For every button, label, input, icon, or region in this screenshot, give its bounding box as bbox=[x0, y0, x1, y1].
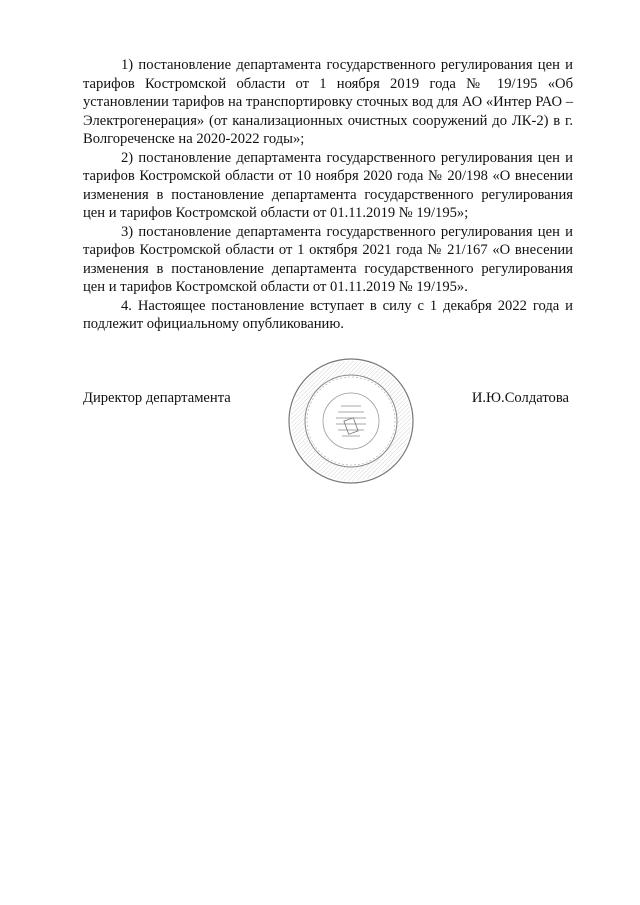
signer-position: Директор департамента bbox=[83, 390, 231, 406]
paragraph-item-1: 1) постановление департамента государственного регулирования цен и тарифов Костромской области от 1 ноября 2019 года № 19/195 «Об установлении тарифов на транспортировку сточных вод для АО «Интер РАО – Электрогенерация» (от канализационных очистных сооружений до ЛК-2) в г. Волгореченске на 2020-2022 годы»; bbox=[83, 57, 573, 147]
official-seal-icon bbox=[286, 356, 416, 486]
document-body bbox=[83, 56, 573, 334]
paragraph-item-4: 4. Настоящее постановление вступает в силу с 1 декабря 2022 года и подлежит официальному опубликованию. bbox=[83, 297, 573, 332]
signer-name: И.Ю.Солдатова bbox=[471, 390, 569, 406]
paragraph-item-3: 3) постановление департамента государственного регулирования цен и тарифов Костромской области от 1 октября 2021 года № 21/167 «О внесении изменения в постановление департамента государственного регулирования цен и тарифов Костромской области от 01.11.2019 № 19/195». bbox=[83, 223, 573, 295]
paragraph-item-2: 2) постановление департамента государственного регулирования цен и тарифов Костромской области от 10 ноября 2020 года № 20/198 «О внесении изменения в постановление департамента государственного регулирования цен и тарифов Костромской области от 01.11.2019 № 19/195»; bbox=[83, 149, 573, 221]
